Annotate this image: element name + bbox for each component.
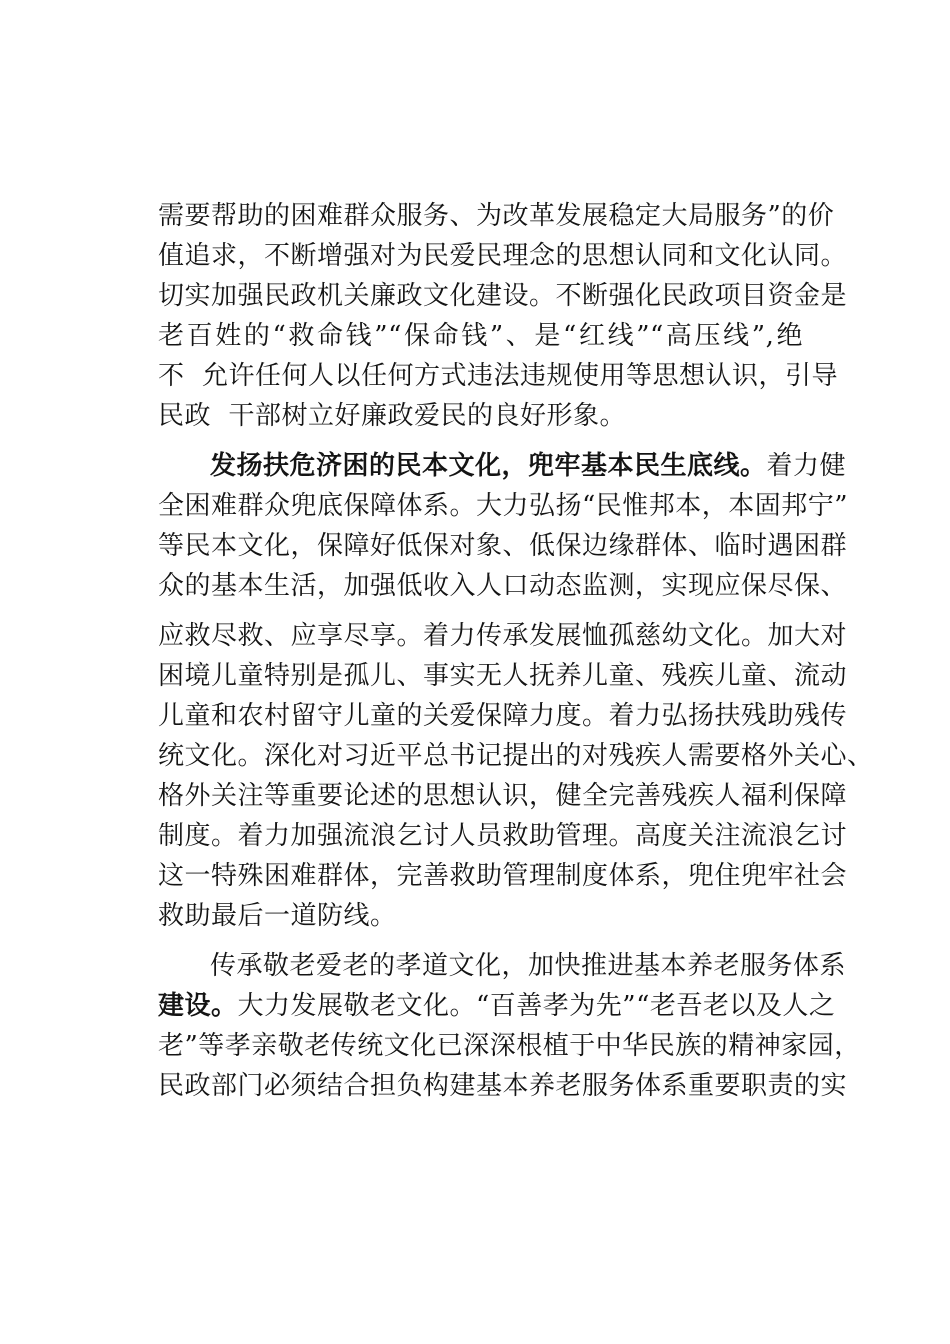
paragraph-3-line-1: 传承敬老爱老的孝道文化，加快推进基本养老服务体系 bbox=[210, 951, 847, 981]
paragraph-2-line-1 bbox=[210, 446, 847, 486]
paragraph-3-heading-end: 建设。 bbox=[158, 991, 238, 1021]
paragraph-1-line-4: 老百姓的“救命钱”“保命钱”、是“红线”“高压线”,绝 bbox=[158, 321, 803, 351]
paragraph-2-line-4: 众的基本生活，加强低收入人口动态监测，实现应保尽保、 bbox=[158, 571, 848, 601]
paragraph-1-line-6: 民政 干部树立好廉政爱民的良好形象。 bbox=[158, 401, 627, 431]
paragraph-2-line-10: 制度。着力加强流浪乞讨人员救助管理。高度关注流浪乞讨 bbox=[158, 821, 848, 851]
paragraph-3-line-2-rest: 大力发展敬老文化。“百善孝为先”“老吾老以及人之 bbox=[237, 991, 836, 1021]
paragraph-2-line-5: 应救尽救、应享尽享。着力传承发展恤孤慈幼文化。加大对 bbox=[158, 621, 848, 651]
paragraph-2-line-11: 这一特殊困难群体，完善救助管理制度体系，兜住兜牢社会 bbox=[158, 861, 848, 891]
paragraph-1-line-3: 切实加强民政机关廉政文化建设。不断强化民政项目资金是 bbox=[158, 281, 848, 311]
paragraph-2-line-2: 全困难群众兜底保障体系。大力弘扬“民惟邦本，本固邦宁” bbox=[158, 491, 849, 521]
paragraph-2-line-9: 格外关注等重要论述的思想认识，健全完善残疾人福利保障 bbox=[158, 781, 848, 811]
paragraph-2-line-6: 困境儿童特别是孤儿、事实无人抚养儿童、残疾儿童、流动 bbox=[158, 661, 848, 691]
paragraph-3-line-2 bbox=[158, 986, 836, 1026]
paragraph-3-line-4: 民政部门必须结合担负构建基本养老服务体系重要职责的实 bbox=[158, 1071, 848, 1101]
paragraph-1-line-1: 需要帮助的困难群众服务、为改革发展稳定大局服务”的价 bbox=[158, 201, 835, 231]
paragraph-1-line-5: 不 允许任何人以任何方式违法违规使用等思想认识，引导 bbox=[158, 361, 839, 391]
paragraph-3-line-3: 老”等孝亲敬老传统文化已深深根植于中华民族的精神家园， bbox=[158, 1031, 861, 1061]
paragraph-2-line-7: 儿童和农村留守儿童的关爱保障力度。着力弘扬扶残助残传 bbox=[158, 701, 848, 731]
paragraph-2-line-3: 等民本文化，保障好低保对象、低保边缘群体、临时遇困群 bbox=[158, 531, 848, 561]
paragraph-2-line-1-rest: 着力健 bbox=[766, 451, 847, 481]
paragraph-1-line-2: 值追求，不断增强对为民爱民理念的思想认同和文化认同。 bbox=[158, 241, 848, 271]
paragraph-2-line-12: 救助最后一道防线。 bbox=[158, 901, 397, 931]
paragraph-2-heading: 发扬扶危济困的民本文化，兜牢基本民生底线。 bbox=[210, 451, 767, 481]
paragraph-2-line-8: 统文化。深化对习近平总书记提出的对残疾人需要格外关心、 bbox=[158, 741, 874, 771]
